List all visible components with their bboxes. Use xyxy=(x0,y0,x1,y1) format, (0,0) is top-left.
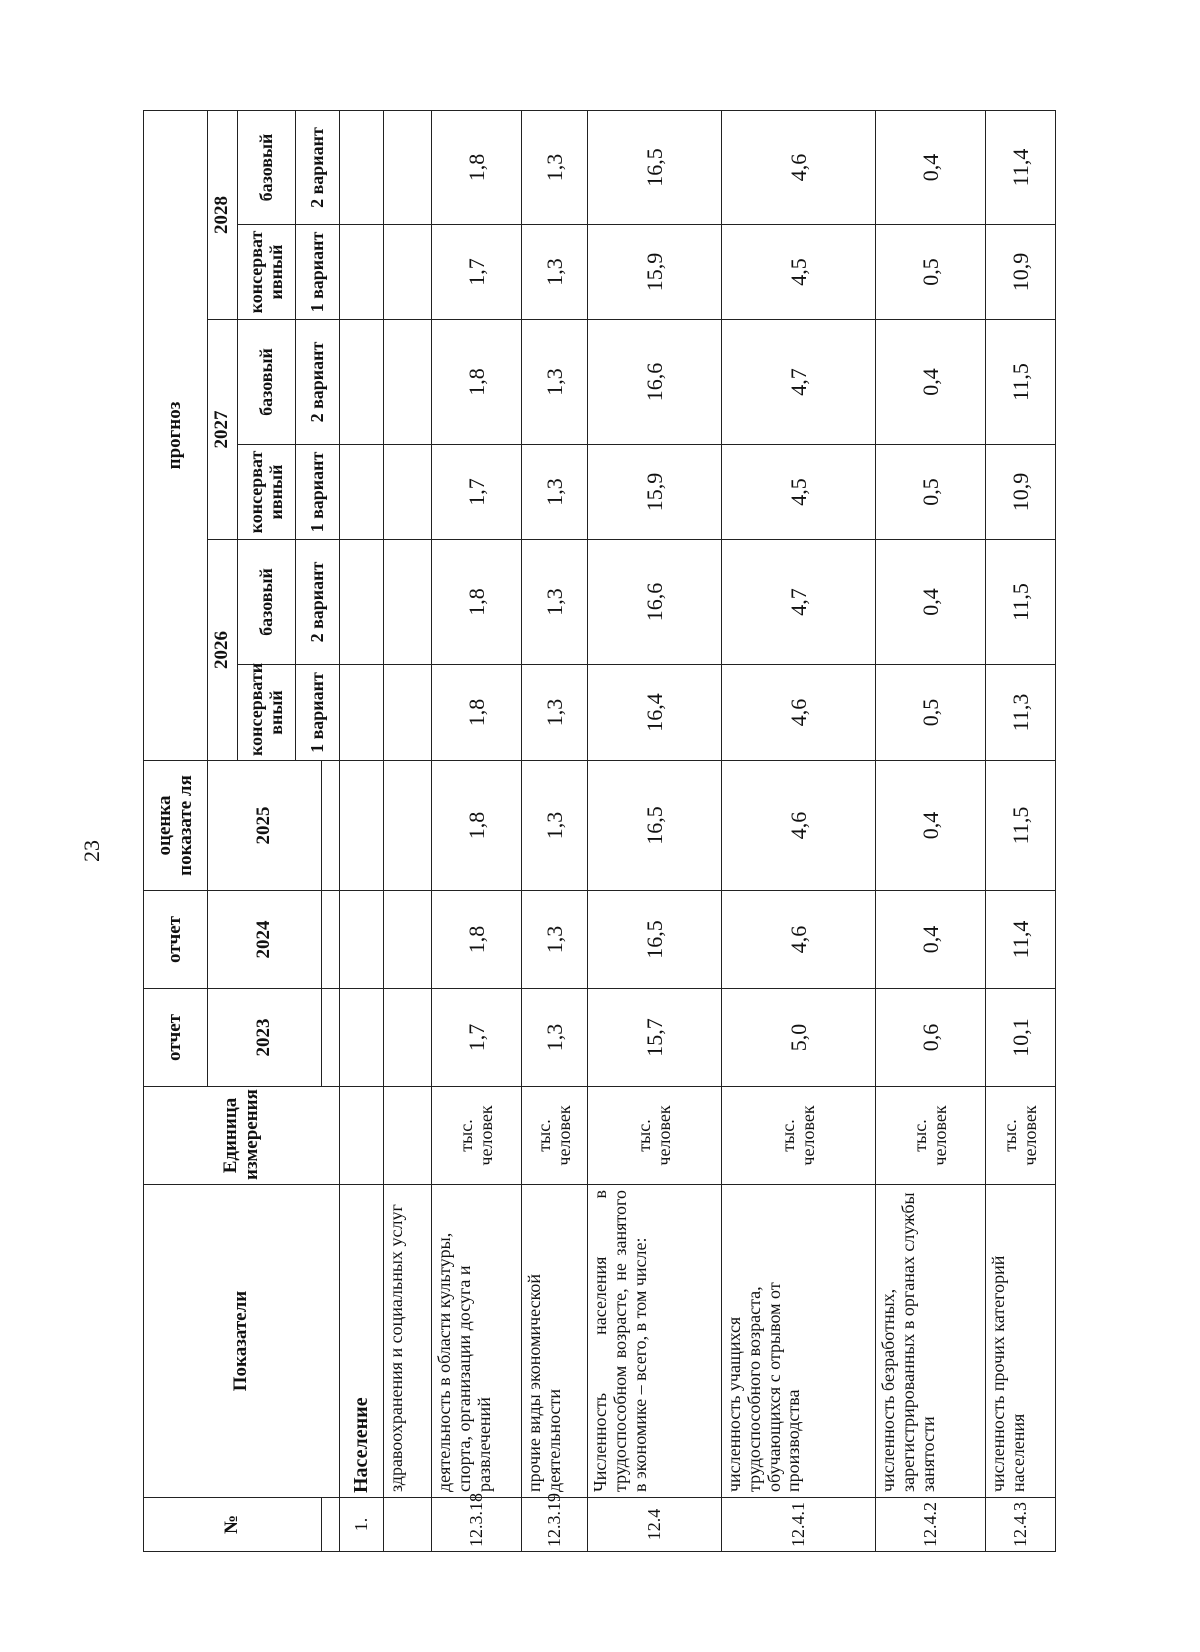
value-2027-base: 1,3 xyxy=(522,320,588,445)
value-2028-cons: 15,9 xyxy=(588,225,722,320)
value-2028-base: 4,6 xyxy=(722,111,876,225)
value-2028-base xyxy=(384,111,432,225)
value-2026-base xyxy=(340,540,384,665)
row-indicator: здравоохранения и социальных услуг xyxy=(384,1185,432,1498)
value-2026-base: 16,6 xyxy=(588,540,722,665)
value-2028-base: 1,8 xyxy=(432,111,522,225)
value-2025: 11,5 xyxy=(986,761,1056,891)
row-indicator: численность учащихся трудоспособного возраста, обучающихся с отрывом от производства xyxy=(722,1185,876,1498)
row-unit xyxy=(340,1087,384,1185)
value-2026-base: 1,3 xyxy=(522,540,588,665)
value-2028-cons: 1,3 xyxy=(522,225,588,320)
header-year-2025: 2025 xyxy=(208,761,322,891)
header-base-2026: базовый xyxy=(238,540,296,665)
value-2028-cons: 0,5 xyxy=(876,225,986,320)
value-2023 xyxy=(384,989,432,1087)
table-row xyxy=(384,111,432,1552)
table-row xyxy=(432,111,522,1552)
value-2023: 10,1 xyxy=(986,989,1056,1087)
value-2028-cons xyxy=(384,225,432,320)
value-2023: 1,3 xyxy=(522,989,588,1087)
value-2025 xyxy=(384,761,432,891)
value-2025: 4,6 xyxy=(722,761,876,891)
row-number xyxy=(384,1498,432,1552)
header-base-2027: базовый xyxy=(238,320,296,445)
header-cons-2027: консерват ивный xyxy=(238,445,296,540)
value-2023 xyxy=(340,989,384,1087)
value-2025: 16,5 xyxy=(588,761,722,891)
row-unit: тыс. человек xyxy=(986,1087,1056,1185)
table-row xyxy=(986,111,1056,1552)
header-variant-1-2027: 1 вариант xyxy=(296,445,340,540)
header-2024-spacer xyxy=(322,891,340,989)
row-number: 1. xyxy=(340,1498,384,1552)
value-2026-base xyxy=(384,540,432,665)
header-estimate: оценка показате ля xyxy=(144,761,208,891)
value-2027-cons: 4,5 xyxy=(722,445,876,540)
table-row xyxy=(340,111,384,1552)
row-indicator: Численность населения в трудоспособном возрасте, не занятого в экономике – всего, в том числе: xyxy=(588,1185,722,1498)
value-2025: 1,3 xyxy=(522,761,588,891)
value-2027-cons: 1,3 xyxy=(522,445,588,540)
header-2023-spacer xyxy=(322,989,340,1087)
table-row xyxy=(588,111,722,1552)
row-indicator: численность прочих категорий населения xyxy=(986,1185,1056,1498)
row-number: 12.3.19 xyxy=(522,1498,588,1552)
header-forecast: прогноз xyxy=(144,111,208,761)
table-row xyxy=(876,111,986,1552)
row-number: 12.4.1 xyxy=(722,1498,876,1552)
header-base-2028: базовый xyxy=(238,111,296,225)
header-no: № xyxy=(144,1498,322,1552)
header-report-2023: отчет xyxy=(144,989,208,1087)
header-year-2024: 2024 xyxy=(208,891,322,989)
value-2025: 0,4 xyxy=(876,761,986,891)
row-indicator: Население xyxy=(340,1185,384,1498)
value-2026-cons: 1,8 xyxy=(432,665,522,761)
value-2026-base: 11,5 xyxy=(986,540,1056,665)
value-2027-cons xyxy=(384,445,432,540)
header-report-2024: отчет xyxy=(144,891,208,989)
value-2023: 1,7 xyxy=(432,989,522,1087)
value-2027-cons: 15,9 xyxy=(588,445,722,540)
value-2026-cons: 1,3 xyxy=(522,665,588,761)
value-2027-base xyxy=(384,320,432,445)
header-year-2023: 2023 xyxy=(208,989,322,1087)
value-2027-base: 4,7 xyxy=(722,320,876,445)
value-2023: 0,6 xyxy=(876,989,986,1087)
value-2028-base xyxy=(340,111,384,225)
page-number: 23 xyxy=(79,840,104,862)
value-2026-base: 4,7 xyxy=(722,540,876,665)
header-indicators: Показатели xyxy=(144,1185,340,1498)
header-variant-1-2028: 1 вариант xyxy=(296,225,340,320)
value-2026-base: 0,4 xyxy=(876,540,986,665)
header-variant-2-2027: 2 вариант xyxy=(296,320,340,445)
value-2026-cons xyxy=(340,665,384,761)
value-2028-base: 0,4 xyxy=(876,111,986,225)
value-2023: 15,7 xyxy=(588,989,722,1087)
rotated-table-container xyxy=(143,110,1055,1552)
value-2028-cons: 10,9 xyxy=(986,225,1056,320)
value-2024: 1,8 xyxy=(432,891,522,989)
row-number: 12.3.18 xyxy=(432,1498,522,1552)
value-2025 xyxy=(340,761,384,891)
value-2026-cons: 4,6 xyxy=(722,665,876,761)
row-unit: тыс. человек xyxy=(722,1087,876,1185)
row-indicator: деятельность в области культуры, спорта, организации досуга и развлечений xyxy=(432,1185,522,1498)
header-year-2027: 2027 xyxy=(208,320,238,540)
value-2027-base: 0,4 xyxy=(876,320,986,445)
row-unit xyxy=(384,1087,432,1185)
value-2027-cons: 10,9 xyxy=(986,445,1056,540)
value-2023: 5,0 xyxy=(722,989,876,1087)
value-2025: 1,8 xyxy=(432,761,522,891)
value-2024 xyxy=(384,891,432,989)
value-2024: 1,3 xyxy=(522,891,588,989)
value-2024: 4,6 xyxy=(722,891,876,989)
value-2024: 16,5 xyxy=(588,891,722,989)
value-2026-cons: 0,5 xyxy=(876,665,986,761)
value-2027-base xyxy=(340,320,384,445)
header-variant-1-2026: 1 вариант xyxy=(296,665,340,761)
value-2028-cons xyxy=(340,225,384,320)
value-2028-base: 1,3 xyxy=(522,111,588,225)
value-2028-base: 11,4 xyxy=(986,111,1056,225)
header-unit: Единица измерения xyxy=(144,1087,340,1185)
value-2026-cons xyxy=(384,665,432,761)
row-indicator: численность безработных, зарегистрированных в органах службы занятости xyxy=(876,1185,986,1498)
value-2027-cons xyxy=(340,445,384,540)
header-2025-spacer xyxy=(322,761,340,891)
value-2026-cons: 11,3 xyxy=(986,665,1056,761)
value-2027-base: 16,6 xyxy=(588,320,722,445)
value-2024 xyxy=(340,891,384,989)
row-unit: тыс. человек xyxy=(876,1087,986,1185)
value-2027-base: 11,5 xyxy=(986,320,1056,445)
row-unit: тыс. человек xyxy=(522,1087,588,1185)
table-row xyxy=(522,111,588,1552)
header-no-spacer xyxy=(322,1498,340,1552)
value-2027-base: 1,8 xyxy=(432,320,522,445)
value-2024: 0,4 xyxy=(876,891,986,989)
header-year-2028: 2028 xyxy=(208,111,238,320)
row-unit: тыс. человек xyxy=(432,1087,522,1185)
value-2026-cons: 16,4 xyxy=(588,665,722,761)
row-number: 12.4 xyxy=(588,1498,722,1552)
header-cons-2026: консервати вный xyxy=(238,665,296,761)
value-2027-cons: 0,5 xyxy=(876,445,986,540)
header-variant-2-2028: 2 вариант xyxy=(296,111,340,225)
row-number: 12.4.3 xyxy=(986,1498,1056,1552)
header-year-2026: 2026 xyxy=(208,540,238,761)
value-2027-cons: 1,7 xyxy=(432,445,522,540)
value-2028-base: 16,5 xyxy=(588,111,722,225)
value-2026-base: 1,8 xyxy=(432,540,522,665)
forecast-table xyxy=(143,110,1056,1552)
value-2028-cons: 1,7 xyxy=(432,225,522,320)
table-row xyxy=(722,111,876,1552)
header-cons-2028: консерват ивный xyxy=(238,225,296,320)
value-2024: 11,4 xyxy=(986,891,1056,989)
row-indicator: прочие виды экономической деятельности xyxy=(522,1185,588,1498)
row-unit: тыс. человек xyxy=(588,1087,722,1185)
header-variant-2-2026: 2 вариант xyxy=(296,540,340,665)
value-2028-cons: 4,5 xyxy=(722,225,876,320)
row-number: 12.4.2 xyxy=(876,1498,986,1552)
